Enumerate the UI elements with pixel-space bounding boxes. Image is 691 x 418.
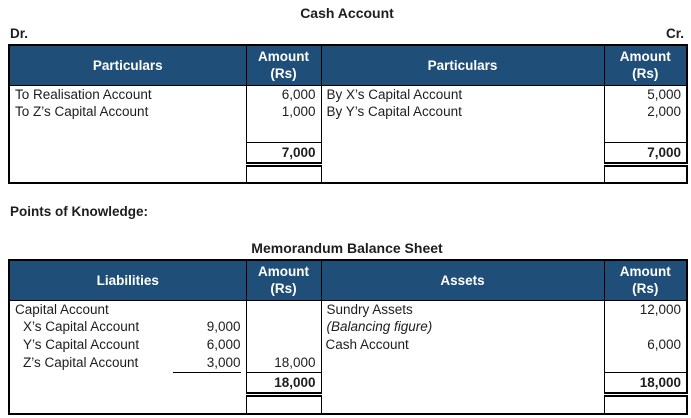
cash-header-particulars-debit: Particulars bbox=[9, 45, 246, 85]
amount-header-line1: Amount bbox=[258, 49, 309, 65]
bs-header-row bbox=[9, 260, 687, 300]
amount-header-line2: (Rs) bbox=[270, 66, 297, 82]
bs-header-amount-right bbox=[604, 260, 687, 300]
cash-header-particulars-credit: Particulars bbox=[321, 45, 604, 85]
amount-header-line1: Amount bbox=[619, 49, 671, 65]
memorandum-balance-sheet-table bbox=[8, 259, 688, 415]
empty-cell bbox=[9, 121, 246, 142]
empty-cell bbox=[321, 121, 604, 142]
liability-line bbox=[15, 318, 241, 336]
liabilities-amount: 18,000 bbox=[246, 354, 321, 373]
liabilities-total: 18,000 bbox=[246, 373, 321, 395]
cash-total-row bbox=[9, 142, 687, 164]
bs-row-3 bbox=[9, 336, 687, 354]
amount-header-line2: (Rs) bbox=[632, 66, 659, 82]
credit-amount-1: 5,000 bbox=[604, 85, 687, 103]
liability-item-3 bbox=[9, 354, 246, 373]
empty-cell bbox=[604, 121, 687, 142]
bs-row-4 bbox=[9, 354, 687, 373]
empty-cell bbox=[246, 121, 321, 142]
empty-cell bbox=[246, 336, 321, 354]
liability-sub-amount: 6,000 bbox=[206, 337, 241, 352]
bs-header-assets: Assets bbox=[321, 260, 604, 300]
credit-particulars-2: By Y’s Capital Account bbox=[321, 103, 604, 121]
bs-row-1 bbox=[9, 300, 687, 318]
amount-header-line1: Amount bbox=[258, 264, 309, 280]
empty-cell bbox=[9, 395, 246, 414]
credit-particulars-1: By X’s Capital Account bbox=[321, 85, 604, 103]
liability-item-label: X’s Capital Account bbox=[23, 319, 140, 334]
asset-amount-2: 6,000 bbox=[604, 336, 687, 354]
dr-label: Dr. bbox=[10, 26, 29, 41]
liability-item-2 bbox=[9, 336, 246, 354]
bs-total-row bbox=[9, 373, 687, 395]
liability-sub-amount: 9,000 bbox=[206, 319, 241, 334]
liability-item-label: Y’s Capital Account bbox=[23, 337, 140, 352]
empty-cell bbox=[604, 164, 687, 183]
cash-account-title: Cash Account bbox=[300, 5, 394, 21]
amount-header-line2: (Rs) bbox=[270, 281, 297, 297]
empty-cell bbox=[9, 373, 246, 395]
empty-cell bbox=[604, 354, 687, 373]
empty-cell bbox=[321, 395, 604, 414]
bs-bottom-row bbox=[9, 395, 687, 414]
credit-amount-2: 2,000 bbox=[604, 103, 687, 121]
debit-amount-1: 6,000 bbox=[246, 85, 321, 103]
cr-label: Cr. bbox=[665, 26, 684, 41]
cash-spacer-row bbox=[9, 121, 687, 142]
cash-header-amount-credit bbox=[604, 45, 687, 85]
bs-header-liabilities: Liabilities bbox=[9, 260, 246, 300]
cash-header-row bbox=[9, 45, 687, 85]
balance-sheet-title: Memorandum Balance Sheet bbox=[251, 240, 443, 256]
empty-cell bbox=[604, 395, 687, 414]
empty-cell bbox=[9, 164, 246, 183]
bs-row-2 bbox=[9, 318, 687, 336]
liability-group-label: Capital Account bbox=[9, 300, 246, 318]
assets-total: 18,000 bbox=[604, 373, 687, 395]
bs-header-amount-left bbox=[246, 260, 321, 300]
empty-cell bbox=[9, 142, 246, 164]
asset-amount-1: 12,000 bbox=[604, 300, 687, 318]
cash-header-amount-debit bbox=[246, 45, 321, 85]
asset-note-balancing-figure: (Balancing figure) bbox=[321, 318, 604, 336]
liability-item-label: Z’s Capital Account bbox=[23, 355, 139, 370]
cash-row-1 bbox=[9, 85, 687, 103]
empty-cell bbox=[321, 354, 604, 373]
cash-bottom-row bbox=[9, 164, 687, 183]
empty-cell bbox=[604, 318, 687, 336]
cash-account-table bbox=[8, 44, 688, 184]
empty-cell bbox=[246, 164, 321, 183]
liability-sub-amount: 3,000 bbox=[173, 354, 241, 373]
debit-particulars-2: To Z’s Capital Account bbox=[9, 103, 246, 121]
credit-total: 7,000 bbox=[604, 142, 687, 164]
liability-line bbox=[15, 354, 241, 373]
debit-total: 7,000 bbox=[246, 142, 321, 164]
liability-line bbox=[15, 336, 241, 354]
amount-header-line2: (Rs) bbox=[632, 281, 659, 297]
empty-cell bbox=[246, 300, 321, 318]
debit-particulars-1: To Realisation Account bbox=[9, 85, 246, 103]
points-of-knowledge-heading: Points of Knowledge: bbox=[10, 204, 148, 219]
debit-amount-2: 1,000 bbox=[246, 103, 321, 121]
dr-cr-row bbox=[8, 26, 686, 41]
empty-cell bbox=[321, 142, 604, 164]
asset-label-1: Sundry Assets bbox=[321, 300, 604, 318]
empty-cell bbox=[321, 373, 604, 395]
amount-header-line1: Amount bbox=[619, 264, 671, 280]
liability-item-1 bbox=[9, 318, 246, 336]
cash-row-2 bbox=[9, 103, 687, 121]
asset-label-2: Cash Account bbox=[321, 336, 604, 354]
empty-cell bbox=[246, 318, 321, 336]
empty-cell bbox=[321, 164, 604, 183]
empty-cell bbox=[246, 395, 321, 414]
